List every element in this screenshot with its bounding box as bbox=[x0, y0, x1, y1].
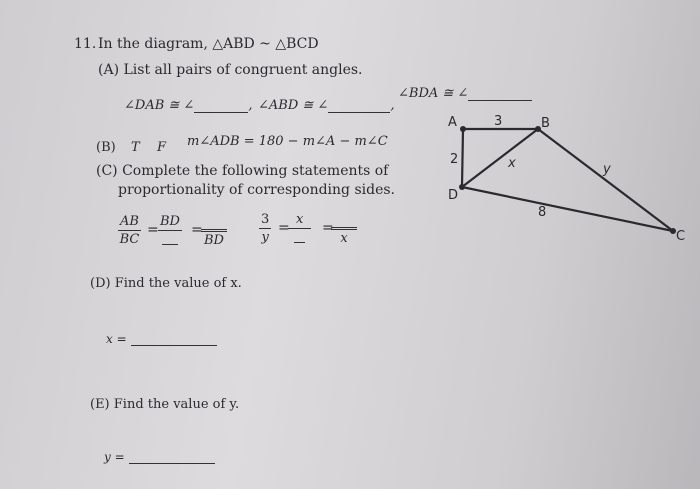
vertex-c-label: C bbox=[676, 229, 686, 244]
side-ab-label: 3 bbox=[494, 114, 503, 129]
side-dc bbox=[462, 187, 673, 231]
vertex-a-dot bbox=[460, 126, 466, 132]
vertex-d-dot bbox=[459, 184, 465, 190]
angle-abd-text: ∠ABD ≅ ∠ bbox=[258, 98, 329, 113]
side-dc-label: 8 bbox=[538, 205, 547, 220]
fraction-x: x bbox=[288, 212, 311, 229]
part-e-label: (E) Find the value of y. bbox=[90, 397, 240, 412]
fraction-bd: BD bbox=[160, 214, 180, 229]
false-option[interactable]: F bbox=[157, 140, 167, 155]
side-bd bbox=[462, 129, 538, 187]
part-c-line1: (C) Complete the following statements of bbox=[96, 163, 389, 179]
comma-1: , bbox=[248, 98, 253, 113]
fraction-bd-den: BD bbox=[204, 233, 224, 248]
part-a-label: (A) List all pairs of congruent angles. bbox=[98, 62, 363, 78]
part-d-label: (D) Find the value of x. bbox=[90, 276, 242, 291]
side-ad-label: 2 bbox=[450, 152, 459, 167]
equals-4: = bbox=[322, 220, 334, 236]
vertex-b-label: B bbox=[541, 116, 550, 131]
fraction-y: y bbox=[261, 230, 269, 245]
problem-intro: In the diagram, △ABD ~ △BCD bbox=[98, 36, 319, 52]
vertex-d-label: D bbox=[448, 188, 459, 203]
part-b-label: (B) bbox=[96, 140, 116, 155]
side-ad bbox=[462, 129, 463, 187]
equals-3: = bbox=[278, 220, 290, 236]
equals-2: = bbox=[191, 222, 203, 238]
problem-number: 11. bbox=[74, 36, 97, 52]
side-bc bbox=[538, 129, 673, 231]
y-answer-label: y = bbox=[104, 450, 125, 464]
fraction-bc: BC bbox=[119, 232, 140, 247]
comma-2: , bbox=[390, 98, 395, 113]
x-answer-label: x = bbox=[106, 332, 127, 346]
vertex-a-label: A bbox=[448, 115, 457, 130]
fraction-x-den: x bbox=[340, 231, 348, 246]
part-c-line2: proportionality of corresponding sides. bbox=[118, 182, 396, 198]
fraction-ab: AB bbox=[120, 214, 139, 229]
fraction-3: 3 bbox=[261, 212, 270, 227]
true-option[interactable]: T bbox=[131, 140, 140, 155]
angle-dab-text: ∠DAB ≅ ∠ bbox=[124, 98, 195, 113]
side-bc-label: y bbox=[603, 162, 611, 177]
part-b-statement: m∠ADB = 180 − m∠A − m∠C bbox=[187, 134, 388, 149]
side-bd-label: x bbox=[508, 156, 516, 171]
equals-1: = bbox=[147, 222, 159, 238]
angle-bda-text: ∠BDA ≅ ∠ bbox=[398, 86, 469, 101]
